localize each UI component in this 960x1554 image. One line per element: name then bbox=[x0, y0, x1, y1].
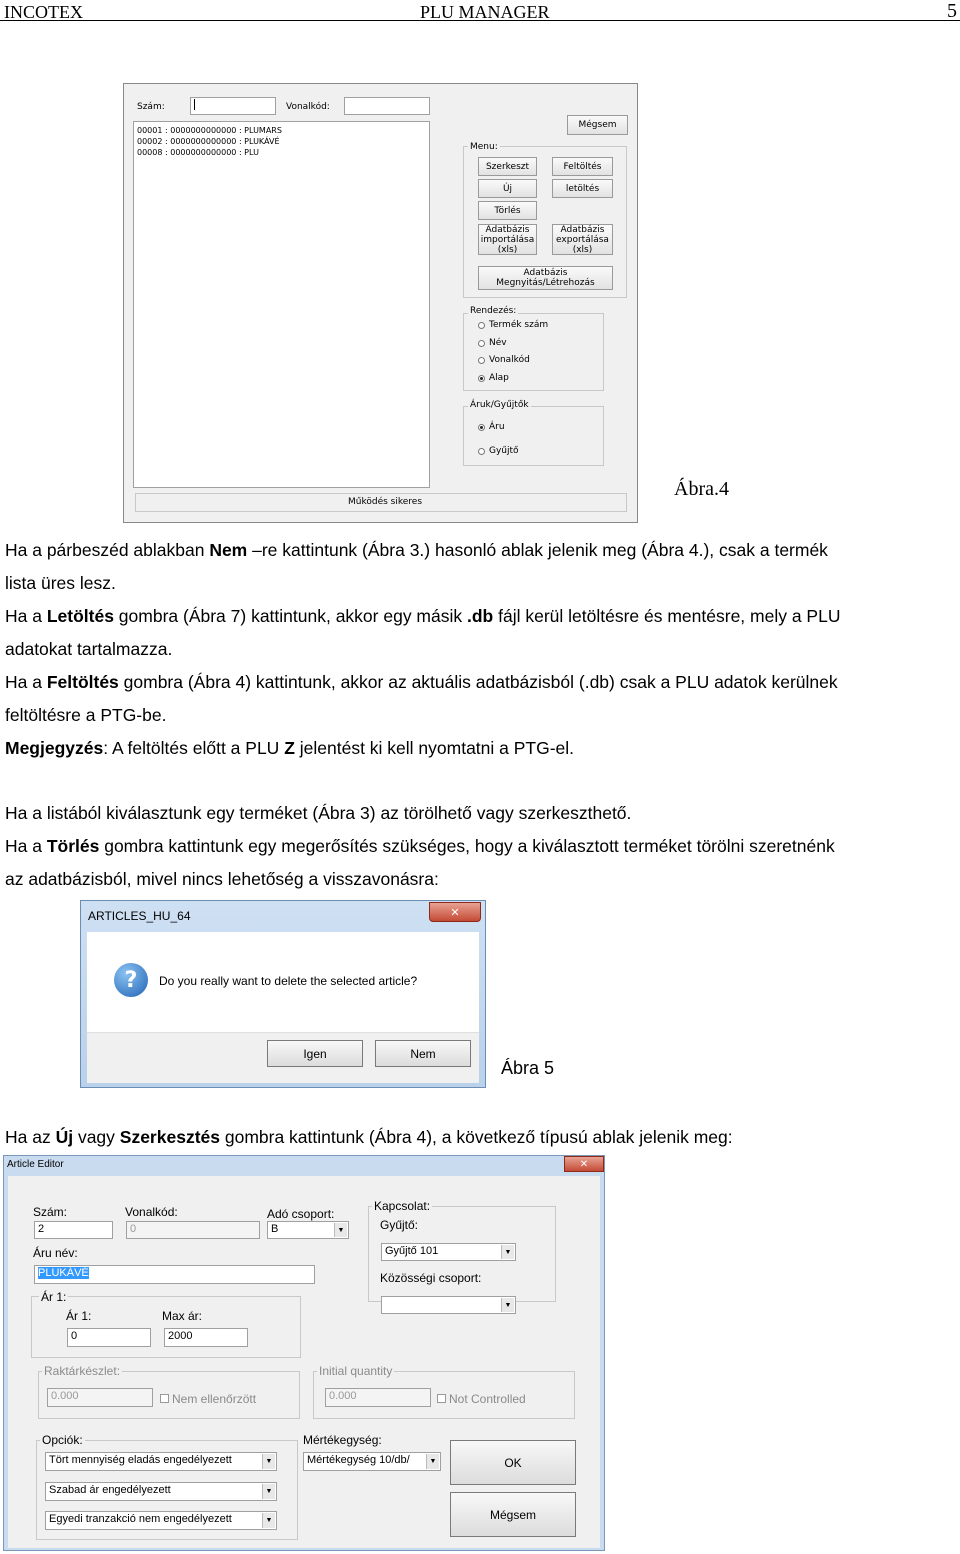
kapcsolat-label: Kapcsolat: bbox=[374, 1199, 431, 1213]
text-line: Ha a listából kiválasztunk egy terméket (Ábra 3) az törölhető vagy szerkeszthető. bbox=[5, 803, 632, 823]
text-line bbox=[5, 830, 955, 863]
letoltes-button[interactable]: letöltés bbox=[552, 179, 613, 198]
initial-label: Initial quantity bbox=[319, 1364, 393, 1378]
vonalkod-input[interactable] bbox=[344, 97, 430, 115]
delete-confirm-dialog bbox=[80, 900, 486, 1088]
uj-button[interactable]: Új bbox=[478, 179, 537, 198]
kozossegi-label: Közösségi csoport: bbox=[380, 1271, 482, 1285]
text: Ha a párbeszéd ablakban bbox=[5, 540, 210, 560]
chevron-down-icon[interactable]: ▼ bbox=[426, 1454, 439, 1469]
bold-text: Feltöltés bbox=[46, 672, 119, 692]
radio-label: Gyűjtő bbox=[489, 446, 519, 456]
nem-ellenorzott-label: Nem ellenőrzött bbox=[172, 1392, 257, 1406]
opcio-value: Szabad ár engedélyezett bbox=[49, 1484, 171, 1496]
radio-aru[interactable] bbox=[478, 424, 485, 431]
radio-nev[interactable] bbox=[478, 340, 485, 347]
paragraph-2 bbox=[5, 797, 955, 896]
article-editor-window bbox=[3, 1155, 605, 1551]
bold-text: Megjegyzés bbox=[5, 738, 104, 758]
mertekegyseg-label: Mértékegység: bbox=[303, 1433, 382, 1447]
vonalkod-input[interactable]: 0 bbox=[126, 1221, 260, 1239]
bold-text: Szerkesztés bbox=[119, 1127, 220, 1147]
mertekegyseg-value: Mértékegység 10/db/ bbox=[307, 1454, 410, 1466]
szam-input[interactable] bbox=[190, 97, 276, 115]
radio-gyujto[interactable] bbox=[478, 448, 485, 455]
chevron-down-icon[interactable]: ▼ bbox=[334, 1223, 347, 1237]
megsem-button[interactable]: Mégsem bbox=[567, 115, 628, 135]
raktar-input[interactable]: 0.000 bbox=[47, 1388, 153, 1407]
page-header bbox=[0, 0, 960, 22]
not-controlled-label: Not Controlled bbox=[449, 1392, 526, 1406]
paragraph-1 bbox=[5, 534, 955, 765]
chevron-down-icon[interactable]: ▼ bbox=[501, 1245, 514, 1259]
header-title: PLU MANAGER bbox=[420, 2, 550, 22]
question-icon: ? bbox=[114, 963, 148, 997]
text-line: az adatbázisból, mivel nincs lehetőség a visszavonásra: bbox=[5, 869, 439, 889]
status-bar bbox=[135, 493, 627, 512]
paragraph-3 bbox=[5, 1121, 955, 1154]
radio-label: Áru bbox=[489, 422, 505, 432]
text: gombra (Ábra 4) kattintunk, akkor az aktuális adatbázisból (.db) csak a PLU adatok kerülnek bbox=[118, 672, 838, 692]
szam-input[interactable]: 2 bbox=[34, 1221, 113, 1239]
text: Ha az bbox=[5, 1127, 56, 1147]
raktar-label: Raktárkészlet: bbox=[44, 1364, 121, 1378]
menu-label: Menu: bbox=[470, 142, 498, 152]
list-item[interactable]: 00008 : 0000000000000 : PLU bbox=[137, 148, 259, 157]
radio-alap[interactable] bbox=[478, 375, 485, 382]
text: Ha a bbox=[5, 836, 47, 856]
vonalkod-label: Vonalkód: bbox=[286, 102, 330, 112]
szam-label: Szám: bbox=[33, 1205, 68, 1219]
initial-input[interactable]: 0.000 bbox=[325, 1388, 431, 1407]
text: jelentést ki kell nyomtatni a PTG-el. bbox=[294, 738, 575, 758]
torles-button[interactable]: Törlés bbox=[478, 201, 537, 220]
opcio-select[interactable] bbox=[45, 1511, 277, 1530]
gyujto-label: Gyűjtő: bbox=[380, 1218, 419, 1232]
igen-button[interactable]: Igen bbox=[267, 1040, 363, 1067]
header-company: INCOTEX bbox=[4, 2, 83, 22]
figure-4-caption: Ábra.4 bbox=[674, 478, 729, 500]
text: vagy bbox=[73, 1127, 120, 1147]
chevron-down-icon[interactable]: ▼ bbox=[501, 1298, 514, 1312]
arunev-value: PLUKÁVÉ bbox=[38, 1267, 89, 1279]
opciok-label: Opciók: bbox=[42, 1433, 83, 1447]
text: gombra kattintunk egy megerősítés szükséges, hogy a kiválasztott terméket törölni szeretnénk bbox=[99, 836, 835, 856]
export-xls-button[interactable]: Adatbázis exportálása (xls) bbox=[552, 224, 613, 255]
plu-manager-window bbox=[123, 83, 638, 523]
radio-label: Vonalkód bbox=[489, 355, 530, 365]
figure-5-caption: Ábra 5 bbox=[501, 1058, 555, 1078]
gyujto-select[interactable] bbox=[381, 1243, 516, 1261]
aruk-label: Áruk/Gyűjtők bbox=[470, 400, 529, 410]
db-open-create-button[interactable]: Adatbázis Megnyitás/Létrehozás bbox=[478, 266, 613, 290]
bold-text: Nem bbox=[209, 540, 248, 560]
text: Ha a bbox=[5, 672, 47, 692]
dialog-message: Do you really want to delete the selected article? bbox=[159, 974, 418, 988]
opcio-value: Egyedi tranzakció nem engedélyezett bbox=[49, 1513, 232, 1525]
text-line bbox=[5, 534, 955, 567]
kozossegi-select[interactable] bbox=[381, 1296, 516, 1314]
text: Ha a bbox=[5, 606, 47, 626]
text-line: adatokat tartalmazza. bbox=[5, 639, 173, 659]
chevron-down-icon[interactable]: ▼ bbox=[262, 1484, 275, 1499]
radio-label: Név bbox=[489, 338, 507, 348]
megsem-button[interactable]: Mégsem bbox=[450, 1492, 576, 1537]
bold-text: Letöltés bbox=[46, 606, 114, 626]
ado-value: B bbox=[271, 1223, 279, 1235]
feltoltes-button[interactable]: Feltöltés bbox=[552, 157, 613, 176]
radio-label: Termék szám bbox=[489, 320, 549, 330]
opcio-value: Tört mennyiség eladás engedélyezett bbox=[49, 1454, 232, 1466]
editor-body bbox=[8, 1176, 600, 1548]
aruk-group bbox=[463, 406, 604, 466]
dialog-body bbox=[87, 932, 479, 1082]
arunev-label: Áru név: bbox=[33, 1246, 78, 1260]
text-line bbox=[5, 600, 955, 633]
vonalkod-label: Vonalkód: bbox=[125, 1205, 178, 1219]
text: gombra kattintunk (Ábra 4), a következő típusú ablak jelenik meg: bbox=[220, 1127, 733, 1147]
nem-ellenorzott-checkbox[interactable] bbox=[160, 1394, 169, 1403]
maxar-label: Max ár: bbox=[162, 1309, 203, 1323]
list-item[interactable]: 00001 : 0000000000000 : PLUMARS bbox=[137, 126, 282, 135]
szerkeszt-button[interactable]: Szerkeszt bbox=[478, 157, 537, 176]
ar1-group bbox=[31, 1296, 301, 1358]
chevron-down-icon[interactable]: ▼ bbox=[262, 1454, 275, 1469]
ado-select[interactable] bbox=[267, 1221, 349, 1239]
maxar-input[interactable]: 2000 bbox=[164, 1328, 248, 1347]
plu-list[interactable] bbox=[133, 121, 430, 488]
text-line bbox=[5, 732, 955, 765]
nem-button[interactable]: Nem bbox=[375, 1040, 471, 1067]
ok-button[interactable]: OK bbox=[450, 1440, 576, 1485]
text-line bbox=[5, 1121, 955, 1154]
close-icon[interactable]: ✕ bbox=[564, 1156, 604, 1172]
bold-text: Z bbox=[284, 738, 295, 758]
not-controlled-checkbox[interactable] bbox=[437, 1394, 446, 1403]
text-line: feltöltésre a PTG-be. bbox=[5, 705, 167, 725]
header-rule bbox=[0, 20, 960, 21]
bold-text: Törlés bbox=[46, 836, 100, 856]
ado-label: Adó csoport: bbox=[267, 1207, 335, 1221]
text: gombra (Ábra 7) kattintunk, akkor egy másik bbox=[113, 606, 467, 626]
import-xls-button[interactable]: Adatbázis importálása (xls) bbox=[478, 224, 537, 255]
text: : A feltöltés előtt a PLU bbox=[103, 738, 285, 758]
dialog-title: ARTICLES_HU_64 bbox=[88, 909, 191, 923]
gyujto-value: Gyűjtő 101 bbox=[385, 1245, 439, 1257]
text-line: lista üres lesz. bbox=[5, 573, 116, 593]
arunev-input[interactable] bbox=[34, 1265, 315, 1284]
chevron-down-icon[interactable]: ▼ bbox=[262, 1513, 275, 1528]
page-number: 5 bbox=[947, 0, 957, 22]
list-item[interactable]: 00002 : 0000000000000 : PLUKÁVÉ bbox=[137, 137, 280, 146]
opcio-select[interactable] bbox=[45, 1452, 277, 1471]
radio-vonalkod[interactable] bbox=[478, 357, 485, 364]
text: fájl kerül letöltésre és mentésre, mely a PLU bbox=[493, 606, 841, 626]
window-title: Article Editor bbox=[7, 1159, 64, 1170]
status-text: Működés sikeres bbox=[348, 497, 423, 507]
opcio-select[interactable] bbox=[45, 1482, 277, 1501]
szam-label: Szám: bbox=[137, 102, 165, 112]
rendezes-label: Rendezés: bbox=[470, 306, 517, 316]
ar1-input[interactable]: 0 bbox=[67, 1328, 151, 1347]
bold-text: .db bbox=[467, 606, 494, 626]
ar1-label: Ár 1: bbox=[66, 1309, 92, 1323]
radio-label: Alap bbox=[489, 373, 509, 383]
text: –re kattintunk (Ábra 3.) hasonló ablak jelenik meg (Ábra 4.), csak a termék bbox=[247, 540, 828, 560]
ar1-group-label: Ár 1: bbox=[41, 1290, 67, 1304]
bold-text: Új bbox=[55, 1127, 74, 1147]
text-line bbox=[5, 666, 955, 699]
close-icon[interactable]: ✕ bbox=[429, 902, 481, 922]
radio-termek-szam[interactable] bbox=[478, 322, 485, 329]
mertekegyseg-select[interactable] bbox=[303, 1452, 441, 1471]
